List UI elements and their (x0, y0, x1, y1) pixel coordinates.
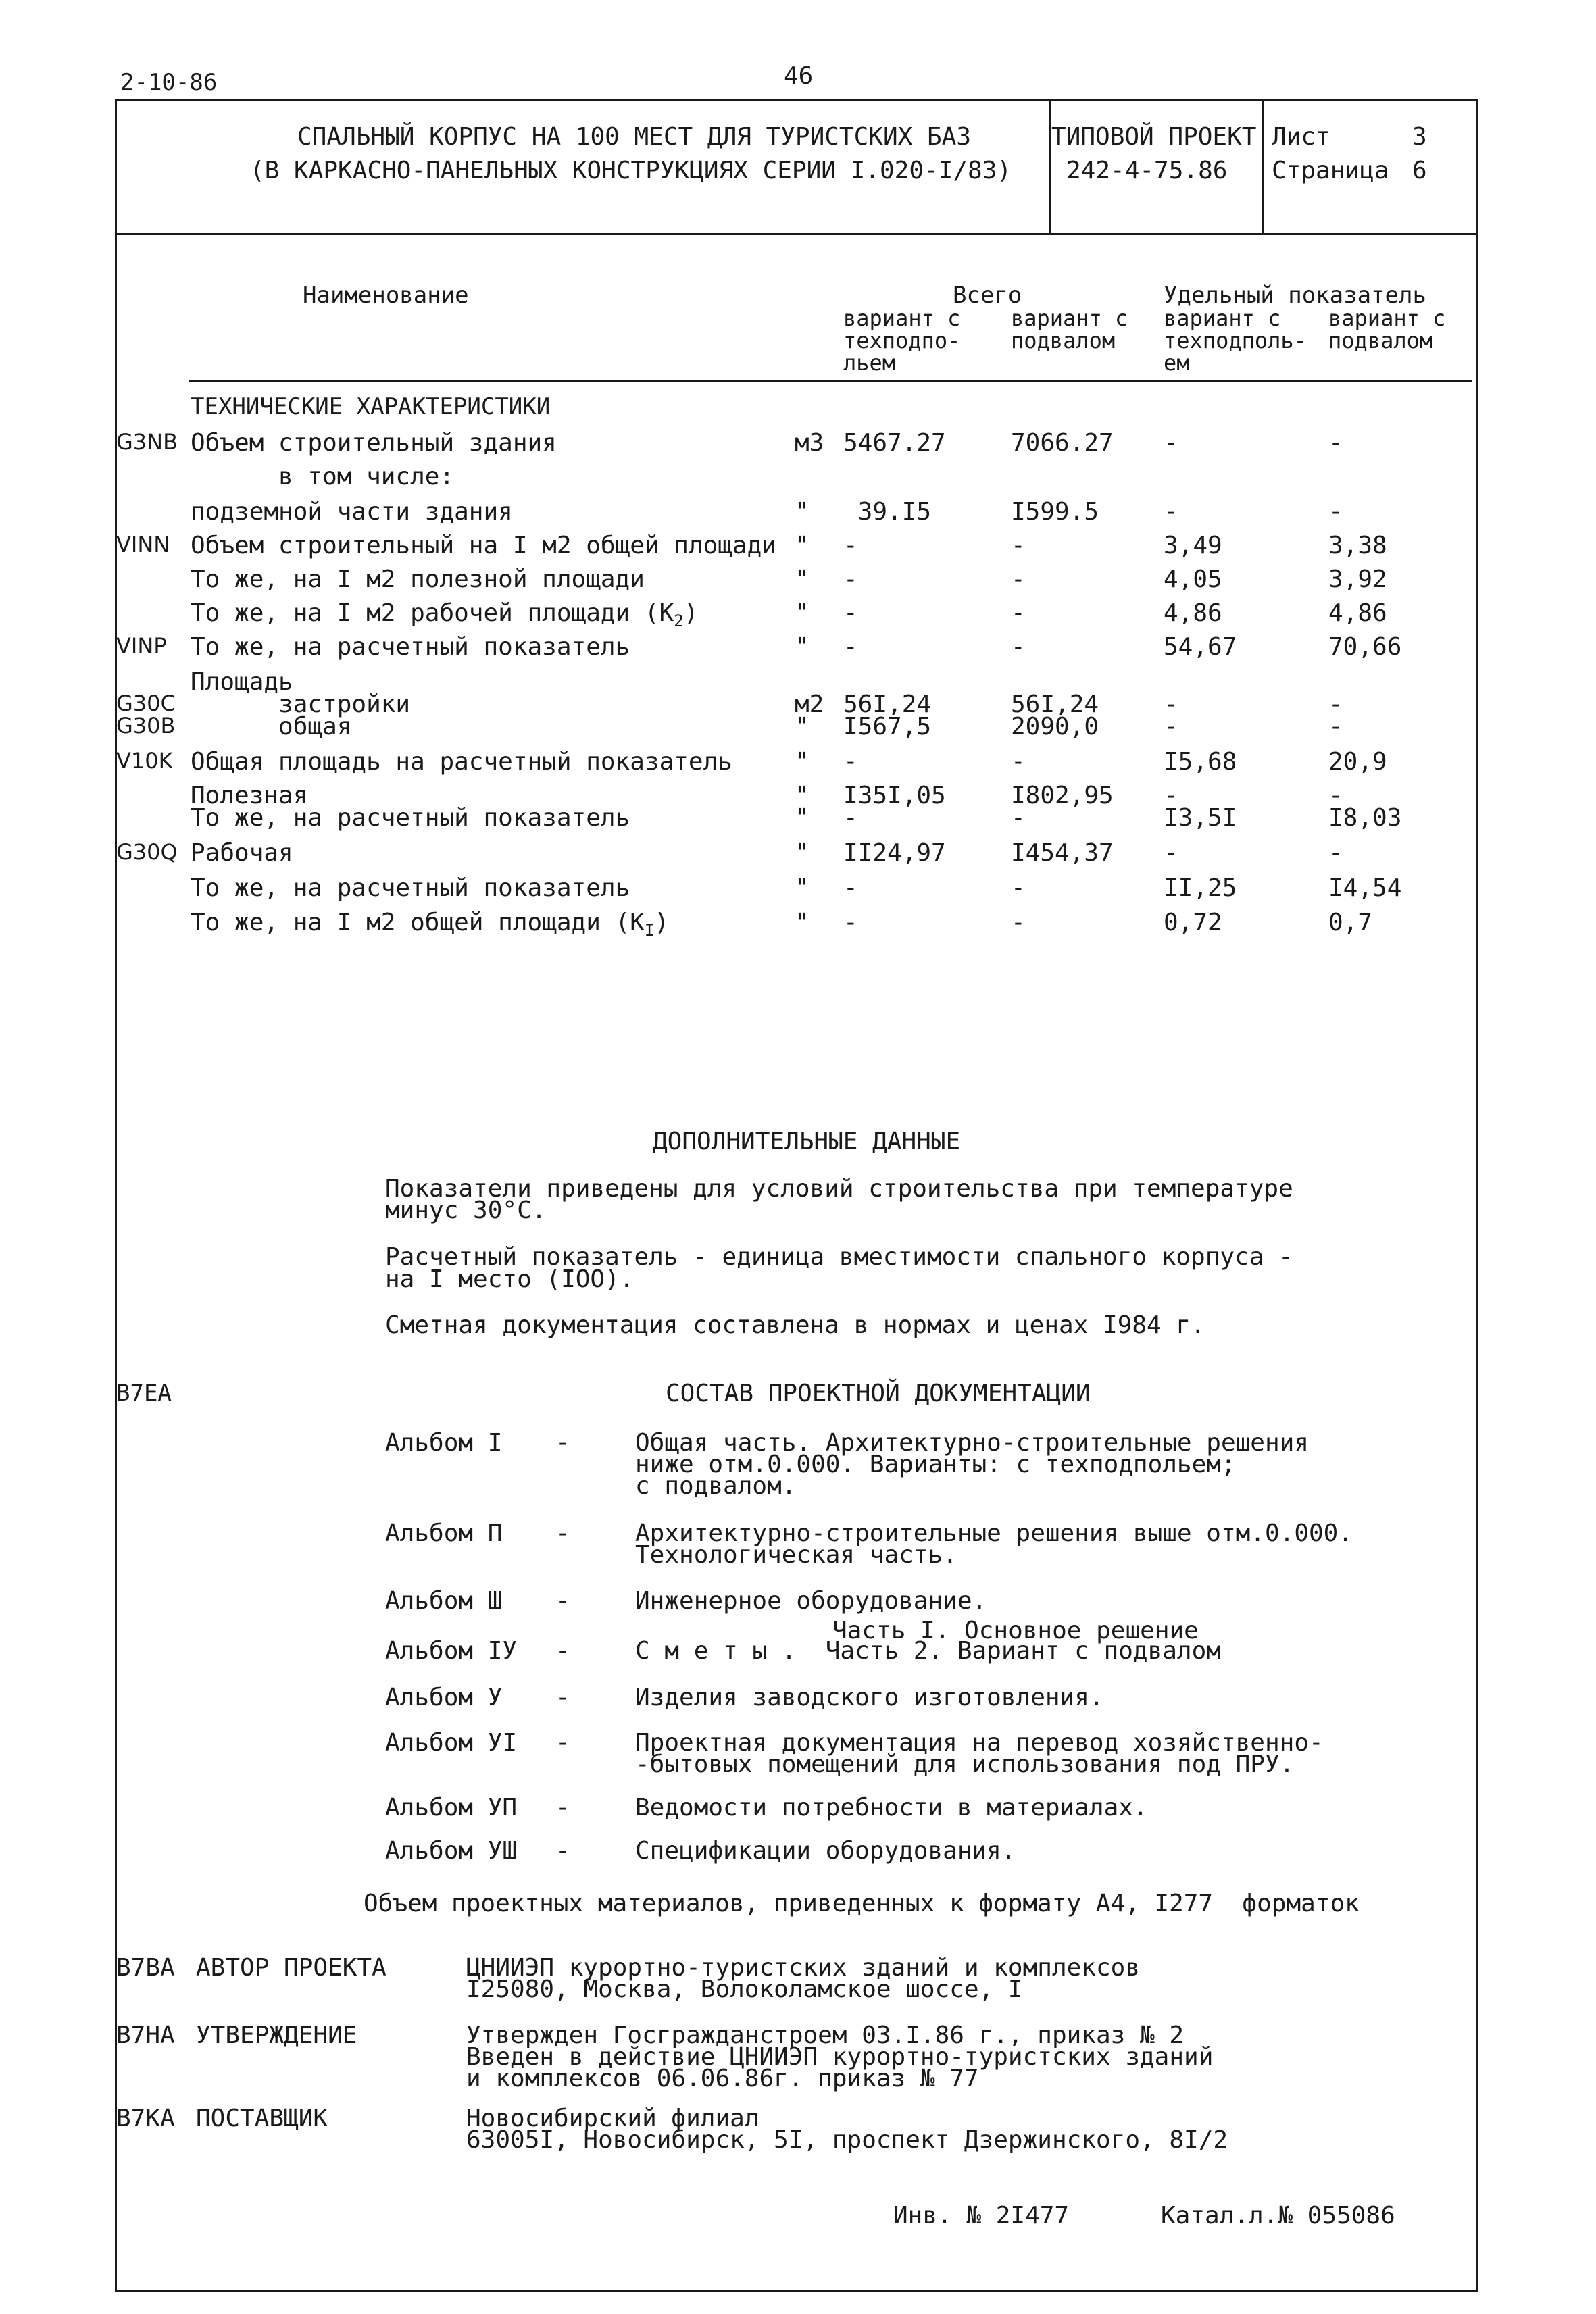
row-total-var2: - (1011, 909, 1026, 936)
album-line: Инженерное оборудование. (635, 1587, 987, 1615)
row-unit: " (795, 565, 809, 593)
album-line: Изделия заводского изготовления. (635, 1684, 1104, 1711)
stamp-sheet-value: 3 (1412, 123, 1427, 151)
row-code: G30C (116, 690, 176, 716)
row-name-text: Объем строительный здания (191, 429, 557, 457)
row-name-text: общая (191, 713, 352, 740)
stamp-page-value: 6 (1412, 157, 1427, 184)
row-name (191, 909, 670, 940)
album-label: Альбом Ш (385, 1587, 503, 1615)
header-spec-var2-l2: подвалом (1328, 328, 1433, 353)
row-name-text: Рабочая (191, 839, 293, 867)
album-label: Альбом П (385, 1519, 503, 1547)
row-spec-var1: - (1164, 839, 1178, 867)
row-total-var2: - (1011, 532, 1026, 559)
row-spec-var1: 4,86 (1164, 599, 1222, 627)
row-spec-var1: - (1164, 690, 1178, 718)
row-unit: " (795, 498, 809, 526)
row-spec-var1: 0,72 (1164, 909, 1222, 936)
row-unit: " (795, 599, 809, 627)
header-name: Наименование (303, 282, 469, 309)
row-spec-var2: 3,92 (1328, 565, 1387, 593)
stamp-sheet-label: Лист (1272, 123, 1330, 151)
album-dash: - (555, 1794, 570, 1821)
header-total-var1-l1: вариант с (843, 305, 961, 331)
row-spec-var1: I5,68 (1164, 748, 1237, 776)
row-name-subscript: I (644, 921, 655, 940)
row-name-text: Общая площадь на расчетный показатель (191, 748, 732, 776)
row-spec-var1: 54,67 (1164, 633, 1237, 661)
row-spec-var2: - (1328, 782, 1343, 809)
album-line: Ведомости потребности в материалах. (635, 1794, 1148, 1821)
additional-p2-line1: Расчетный показатель - единица вместимости спального корпуса - (385, 1243, 1293, 1271)
row-total-var1: - (843, 748, 858, 776)
author-line: ЦНИИЭП курортно-туристских зданий и комплексов (466, 1954, 1140, 1982)
header-spec-var1-l2: техподполь- (1164, 328, 1307, 353)
volume-text: Объем проектных материалов, приведенных к формату А4, I277 форматок (364, 1890, 1360, 1917)
row-total-var1: - (843, 565, 858, 593)
row-name-text: в том числе: (191, 463, 455, 491)
row-code: VINP (116, 633, 167, 659)
row-name-text: То же, на расчетный показатель (191, 874, 630, 902)
author-code: B7BA (116, 1954, 175, 1982)
row-name-subscript: 2 (674, 611, 684, 630)
header-total-var1-l2: техподпо- (843, 328, 961, 353)
row-name-text: То же, на расчетный показатель (191, 633, 630, 661)
row-name (191, 534, 776, 558)
row-spec-var2: 20,9 (1328, 748, 1387, 776)
album-line: Общая часть. Архитектурно-строительные решения (635, 1429, 1309, 1457)
row-name-text: То же, на I м2 общей площади (К (191, 909, 645, 936)
catalog-number: Катал.л.№ 055086 (1161, 2202, 1395, 2230)
author-line: Введен в действие ЦНИИЭП курортно-туристских зданий (466, 2043, 1214, 2071)
row-spec-var2: - (1328, 429, 1343, 457)
row-total-var1: 56I,24 (843, 690, 932, 718)
row-total-var2: - (1011, 874, 1026, 902)
row-total-var2: - (1011, 599, 1026, 627)
row-spec-var2: 4,86 (1328, 599, 1387, 627)
album-label: Альбом У (385, 1684, 503, 1711)
row-total-var1: - (843, 804, 858, 832)
author-line: Новосибирский филиал (466, 2105, 759, 2132)
album-line: Спецификации оборудования. (635, 1837, 1016, 1865)
row-total-var1: - (843, 909, 858, 936)
row-spec-var1: - (1164, 782, 1178, 809)
author-line: и комплексов 06.06.86г. приказ № 77 (466, 2065, 979, 2092)
header-total: Всего (953, 282, 1022, 309)
row-name-end: ) (683, 599, 699, 627)
row-name-text: Площадь (191, 668, 293, 696)
header-total-var2-l1: вариант с (1011, 305, 1128, 331)
author-label: УТВЕРЖДЕНИЕ (196, 2021, 357, 2049)
row-spec-var1: - (1164, 713, 1178, 740)
author-code: B7KA (116, 2105, 175, 2132)
row-total-var1: I567,5 (843, 713, 932, 740)
additional-p1-line2: минус 30°С. (385, 1197, 547, 1224)
album-dash: - (555, 1729, 570, 1757)
row-spec-var2: I8,03 (1328, 804, 1402, 832)
composition-code: B7EA (116, 1380, 172, 1407)
row-name-text: Полезная (191, 782, 308, 809)
row-spec-var2: - (1328, 839, 1343, 867)
row-unit: " (795, 909, 809, 936)
header-spec-var2-l1: вариант с (1328, 305, 1446, 331)
additional-p2-line2: на I место (IOO). (385, 1265, 634, 1293)
row-total-var1: 39.I5 (843, 498, 932, 526)
album-line: Технологическая часть. (635, 1541, 957, 1569)
inventory-number: Инв. № 2I477 (893, 2202, 1070, 2230)
album-dash: - (555, 1684, 570, 1711)
row-spec-var1: I3,5I (1164, 804, 1237, 832)
row-total-var1: - (843, 633, 858, 661)
album-dash: - (555, 1587, 570, 1615)
album-line: -бытовых помещений для использования под ПРУ. (635, 1751, 1295, 1778)
row-name (191, 431, 557, 455)
stamp-title-line2: (В КАРКАСНО-ПАНЕЛЬНЫХ КОНСТРУКЦИЯХ СЕРИИ I.020-I/83) (250, 157, 1012, 184)
row-spec-var1: - (1164, 429, 1178, 457)
row-unit: " (795, 782, 809, 809)
row-name (191, 841, 293, 865)
row-unit: " (795, 804, 809, 832)
album-dash: - (555, 1637, 570, 1665)
author-line: Утвержден Госгражданстроем 03.I.86 г., приказ № 2 (466, 2021, 1184, 2049)
stamp-divider-1 (1049, 99, 1051, 234)
row-total-var1: - (843, 874, 858, 902)
row-total-var1: 5467.27 (843, 429, 946, 457)
stamp-title-line1: СПАЛЬНЫЙ КОРПУС НА 100 МЕСТ ДЛЯ ТУРИСТСКИХ БАЗ (297, 123, 971, 151)
row-spec-var2: 70,66 (1328, 633, 1402, 661)
album-label: Альбом УI (385, 1729, 518, 1757)
row-name (191, 806, 630, 830)
row-spec-var2: - (1328, 498, 1343, 526)
row-total-var2: - (1011, 748, 1026, 776)
row-name (191, 599, 699, 630)
stamp-divider-2 (1262, 99, 1264, 234)
row-name-text: То же, на I м2 рабочей площади (К (191, 599, 674, 627)
row-spec-var1: 4,05 (1164, 565, 1222, 593)
row-total-var2: - (1011, 804, 1026, 832)
row-spec-var2: I4,54 (1328, 874, 1402, 902)
row-total-var2: - (1011, 565, 1026, 593)
row-name-text: застройки (191, 690, 411, 718)
row-spec-var2: - (1328, 690, 1343, 718)
album-line: с подвалом. (635, 1472, 797, 1500)
row-unit: м2 (795, 690, 824, 718)
album-line: ниже отм.0.000. Варианты: с техподпольем; (635, 1451, 1236, 1478)
row-name (191, 635, 630, 659)
row-unit: м3 (795, 429, 824, 457)
album-dash: - (555, 1837, 570, 1865)
row-name-text: Объем строительный на I м2 общей площади (191, 532, 776, 559)
album-label: Альбом УШ (385, 1837, 518, 1865)
author-label: АВТОР ПРОЕКТА (196, 1954, 386, 1982)
album-line: Архитектурно-строительные решения выше отм.0.000. (635, 1519, 1353, 1547)
author-label: ПОСТАВЩИК (196, 2105, 328, 2132)
row-total-var1: - (843, 599, 858, 627)
row-unit: " (795, 839, 809, 867)
row-total-var2: 56I,24 (1011, 690, 1099, 718)
row-total-var1: I35I,05 (843, 782, 946, 809)
row-code: G30Q (116, 839, 178, 865)
row-total-var2: I599.5 (1011, 498, 1099, 526)
author-code: B7HA (116, 2021, 175, 2049)
row-name-text: То же, на расчетный показатель (191, 804, 630, 832)
page-number: 46 (784, 62, 814, 90)
row-unit: " (795, 532, 809, 559)
album-dash: - (555, 1519, 570, 1547)
stamp-bottom-rule (115, 233, 1476, 235)
header-total-var2-l2: подвалом (1011, 328, 1116, 353)
row-code: G30B (116, 713, 176, 738)
row-spec-var1: 3,49 (1164, 532, 1222, 559)
section-title: ТЕХНИЧЕСКИЕ ХАРАКТЕРИСТИКИ (191, 393, 551, 420)
row-name (191, 565, 645, 593)
row-name (191, 750, 732, 774)
header-specific: Удельный показатель (1164, 282, 1426, 309)
row-name (191, 876, 630, 901)
row-name-end: ) (654, 909, 670, 936)
row-spec-var2: 0,7 (1328, 909, 1373, 936)
header-spec-var1-l1: вариант с (1164, 305, 1281, 331)
table-header-rule (189, 380, 1472, 382)
album-dash: - (555, 1429, 570, 1457)
additional-p1-line1: Показатели приведены для условий строительства при температуре (385, 1175, 1293, 1203)
row-total-var2: I454,37 (1011, 839, 1114, 867)
album-label: Альбом IУ (385, 1637, 518, 1665)
author-line: I25080, Москва, Волоколамское шоссе, I (466, 1976, 1023, 2003)
header-total-var1-l3: льем (843, 350, 896, 376)
row-total-var2: 7066.27 (1011, 429, 1114, 457)
row-code: VINN (116, 532, 170, 557)
row-unit: " (795, 713, 809, 740)
row-name (191, 465, 454, 489)
row-name (191, 500, 513, 524)
row-total-var2: - (1011, 633, 1026, 661)
album-line: Часть I. Основное решение (832, 1617, 1199, 1644)
album-line: Проектная документация на перевод хозяйственно- (635, 1729, 1324, 1757)
row-unit: " (795, 633, 809, 661)
row-total-var1: II24,97 (843, 839, 946, 867)
row-spec-var1: II,25 (1164, 874, 1237, 902)
row-spec-var1: - (1164, 498, 1178, 526)
album-line: С м е т ы . Часть 2. Вариант с подвалом (635, 1637, 1221, 1665)
row-name (191, 715, 351, 739)
row-unit: " (795, 874, 809, 902)
stamp-project-label: ТИПОВОЙ ПРОЕКТ (1051, 123, 1257, 151)
row-total-var1: - (843, 532, 858, 559)
stamp-project-number: 242-4-75.86 (1066, 157, 1228, 184)
row-unit: " (795, 748, 809, 776)
row-code: G3NB (116, 429, 178, 455)
row-code: V10K (116, 748, 173, 774)
row-total-var2: I802,95 (1011, 782, 1114, 809)
author-line: 63005I, Новосибирск, 5I, проспект Дзержинского, 8I/2 (466, 2126, 1228, 2154)
row-spec-var2: 3,38 (1328, 532, 1387, 559)
row-total-var2: 2090,0 (1011, 713, 1099, 740)
header-spec-var1-l3: ем (1164, 350, 1190, 376)
document-code: 2-10-86 (120, 69, 218, 96)
additional-title: ДОПОЛНИТЕЛЬНЫЕ ДАННЫЕ (653, 1128, 961, 1155)
album-label: Альбом I (385, 1429, 503, 1457)
additional-p3: Сметная документация составлена в нормах и ценах I984 г. (385, 1311, 1205, 1339)
stamp-page-label: Страница (1272, 157, 1389, 184)
album-label: Альбом УП (385, 1794, 518, 1821)
row-spec-var2: - (1328, 713, 1343, 740)
row-name-text: подземной части здания (191, 498, 513, 526)
composition-title: СОСТАВ ПРОЕКТНОЙ ДОКУМЕНТАЦИИ (666, 1380, 1091, 1407)
row-name-text: То же, на I м2 полезной площади (191, 565, 645, 593)
